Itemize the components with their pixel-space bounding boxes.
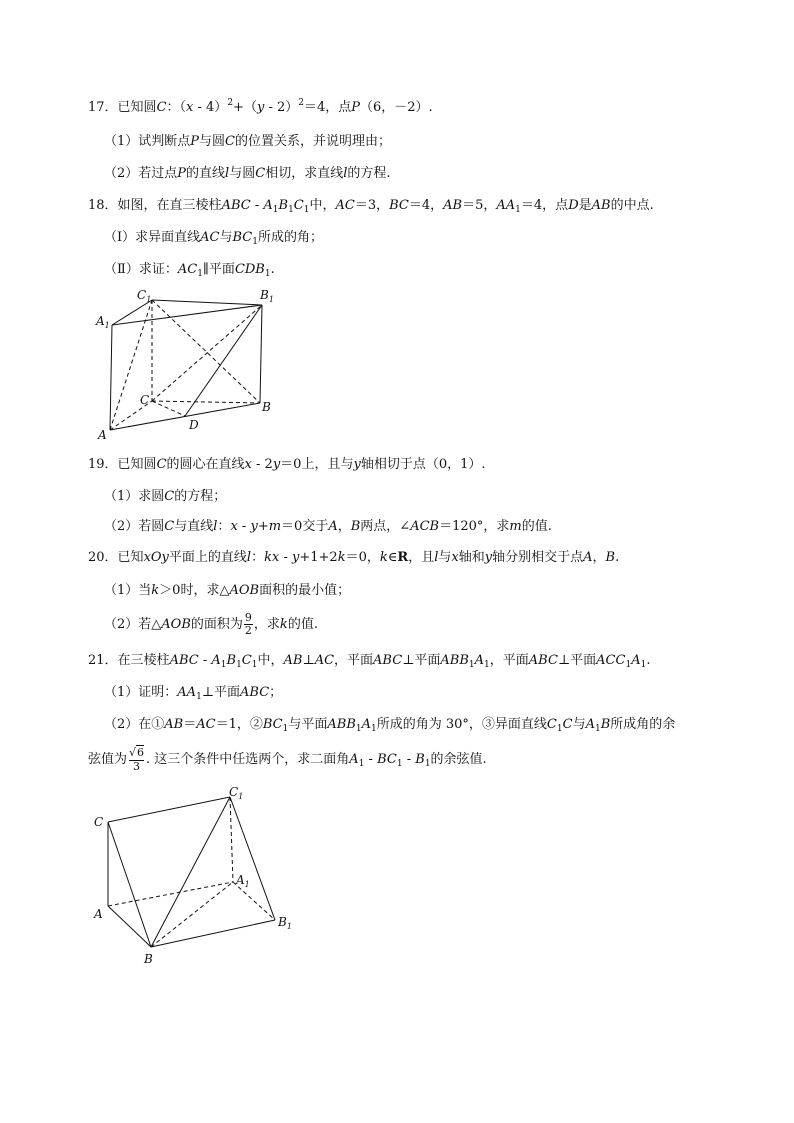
fraction-sqrt6-3: $\frac{√6}{3}$ — [129, 746, 145, 773]
label-C1: $C_1$ — [137, 288, 152, 304]
q20-part2: （2）若△AOB的面积为 $\frac{9}{2}$ ，求k的值. — [104, 611, 318, 637]
q21-part2-line2: 弦值为 $\frac{√6}{3}$ . 这三个条件中任选两个，求二面角$A_1 - BC_1 - B_1$的余弦值. — [88, 746, 487, 773]
label-C: C — [140, 393, 150, 407]
q17-part1: （1）试判断点P与圆C的位置关系，并说明理由； — [104, 134, 392, 149]
q21-part1: （1）证明：$AA_1\perp$平面ABC； — [104, 685, 283, 702]
q17-part2: （2）若过点P的直线l与圆C相切，求直线l的方程. — [104, 166, 391, 181]
q18-part2: （Ⅱ）求证：$AC_1\parallel$平面$CDB_1$. — [104, 262, 275, 279]
prism-figure-q18 — [90, 283, 290, 443]
q21-stem: 21．在三棱柱ABC - $A_1B_1C_1$中，AB⊥AC，平面ABC⊥平面$ABB_1A_1$，平面ABC⊥平面$ACC_1A_1$. — [88, 653, 651, 670]
label-A: A — [94, 907, 103, 921]
label-B1: $B_1$ — [278, 915, 292, 931]
q20-part1: （1）当k＞0时，求△AOB面积的最小值； — [104, 583, 351, 598]
label-B: B — [262, 400, 271, 414]
q19-part2: （2）若圆C与直线l：x - y+m＝0交于A，B两点，∠ACB＝120°，求m的值. — [104, 519, 552, 534]
label-B: B — [144, 952, 153, 966]
label-C: C — [94, 815, 104, 829]
label-C1: $C_1$ — [229, 785, 244, 801]
q21-part2-line1: （2）在①AB＝AC＝1，$②BC_1$与平面$ABB_1A_1$所成的角为 30°，③异面直线$C_1C$与$A_1B$所成角的余 — [104, 717, 676, 734]
q20-stem: 20．已知xOy平面上的直线l：kx - y+1+2k＝0，k∈R，且l与x轴和y轴分别相交于点A，B. — [88, 550, 620, 565]
q18-stem: 18．如图，在直三棱柱ABC - $A_1B_1C_1$中，AC＝3，BC＝4，AB＝5，$AA_1=4$，点D是AB的中点. — [88, 198, 654, 215]
fraction-9-2: $\frac{9}{2}$ — [244, 611, 252, 637]
label-A: A — [98, 428, 107, 442]
label-A1: $A_1$ — [96, 314, 110, 330]
label-B1: $B_1$ — [260, 288, 274, 304]
q19-stem: 19．已知圆C的圆心在直线x - 2y＝0上，且与y轴相切于点（0，1）. — [88, 457, 486, 472]
label-A1: $A_1$ — [236, 873, 250, 889]
q19-part1: （1）求圆C的方程； — [104, 489, 227, 504]
label-D: D — [189, 418, 199, 432]
q17-stem: 17．已知圆C：（x - 4）$^2$+（y - 2）$^2$＝4，点P（6，－2）. — [88, 98, 433, 115]
q18-part1: （Ⅰ）求异面直线AC与$BC_1$所成的角； — [104, 230, 323, 247]
prism-figure-q21 — [90, 780, 305, 970]
